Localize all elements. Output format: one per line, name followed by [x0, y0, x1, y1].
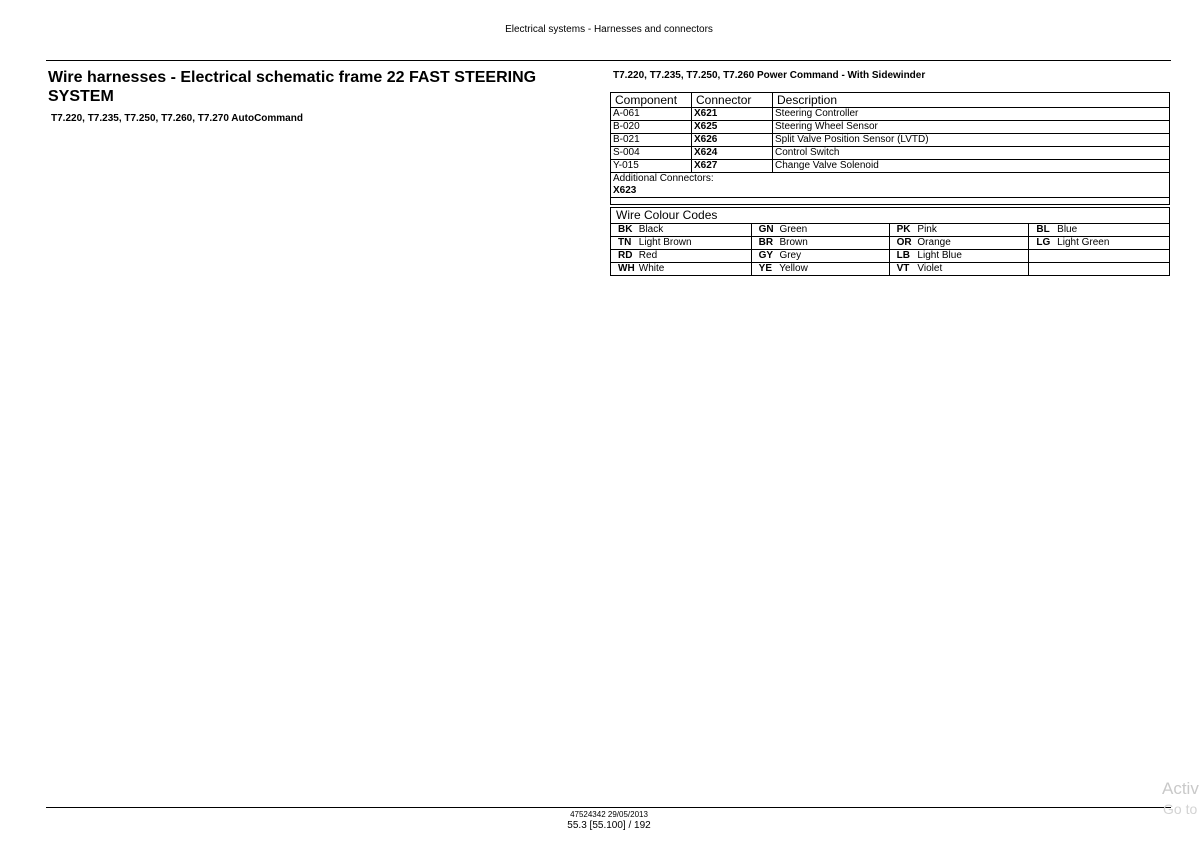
colour-code-cell: [751, 250, 889, 263]
table-row: [611, 121, 1170, 134]
colour-name: Yellow: [779, 263, 808, 274]
colour-code-cell: [1029, 263, 1170, 276]
colour-code-cell: [611, 263, 752, 276]
footer-document-reference: 47524342 29/05/2013: [570, 810, 648, 819]
colour-name: Green: [779, 224, 808, 235]
table-row: [611, 134, 1170, 147]
connector-column-header: Connector: [692, 93, 773, 108]
colour-code: WH: [618, 263, 635, 274]
component-cell: Y-015: [611, 160, 692, 173]
description-cell: Split Valve Position Sensor (LVTD): [773, 134, 1170, 147]
component-table: [610, 92, 1170, 205]
colour-code-cell: [889, 263, 1029, 276]
connector-cell: X624: [692, 147, 773, 160]
additional-connectors-label: Additional Connectors:: [613, 173, 714, 184]
description-cell: Steering Wheel Sensor: [773, 121, 1170, 134]
table-row: [611, 160, 1170, 173]
page-title: Wire harnesses - Electrical schematic frame 22 FAST STEERING SYSTEM: [48, 69, 537, 105]
colour-name: Red: [638, 250, 658, 261]
colour-code: YE: [758, 263, 772, 274]
right-model-subtitle: T7.220, T7.235, T7.250, T7.260 Power Command - With Sidewinder: [613, 70, 926, 81]
component-table-header: [611, 93, 1170, 108]
colour-name: Black: [638, 224, 664, 235]
component-cell: A-061: [611, 108, 692, 121]
colour-code: GY: [758, 250, 774, 261]
colour-code-row: [611, 237, 1170, 250]
colour-name: Light Green: [1057, 237, 1110, 248]
connector-cell: X625: [692, 121, 773, 134]
colour-code-row: [611, 263, 1170, 276]
additional-connectors-row: [611, 173, 1170, 198]
colour-code-cell: [889, 237, 1029, 250]
colour-code: GN: [758, 224, 774, 235]
footer-divider: [46, 807, 1171, 808]
colour-code: LG: [1036, 237, 1051, 248]
component-column-header: Component: [611, 93, 692, 108]
description-column-header: Description: [773, 93, 1170, 108]
colour-name: Grey: [779, 250, 802, 261]
colour-code: OR: [896, 237, 912, 248]
additional-connectors-value: X623: [613, 185, 637, 196]
colour-code-cell: [751, 263, 889, 276]
colour-name: Light Blue: [917, 250, 962, 261]
description-cell: Steering Controller: [773, 108, 1170, 121]
colour-code-cell: [751, 224, 889, 237]
spacer-row: [611, 198, 1170, 205]
colour-code-cell: [751, 237, 889, 250]
component-cell: S-004: [611, 147, 692, 160]
colour-code: PK: [896, 224, 911, 235]
colour-code-cell: [611, 250, 752, 263]
table-row: [611, 108, 1170, 121]
component-cell: B-021: [611, 134, 692, 147]
component-cell: B-020: [611, 121, 692, 134]
additional-connectors-cell: [611, 173, 1170, 198]
wire-colour-codes: [610, 207, 1170, 276]
colour-name: Blue: [1057, 224, 1078, 235]
running-header: Electrical systems - Harnesses and connectors: [505, 24, 713, 35]
colour-code: LB: [896, 250, 910, 261]
colour-code-cell: [611, 224, 752, 237]
left-model-subtitle: T7.220, T7.235, T7.250, T7.260, T7.270 AutoCommand: [51, 113, 303, 124]
connector-cell: X621: [692, 108, 773, 121]
table-row: [611, 147, 1170, 160]
colour-code-cell: [1029, 224, 1170, 237]
activation-watermark-line1: Activ: [1162, 779, 1199, 798]
description-cell: Control Switch: [773, 147, 1170, 160]
colour-code: RD: [618, 250, 633, 261]
colour-name: Light Brown: [638, 237, 692, 248]
colour-code-cell: [889, 250, 1029, 263]
colour-code-row: [611, 224, 1170, 237]
colour-code-cell: [611, 237, 752, 250]
connector-cell: X627: [692, 160, 773, 173]
colour-code: BR: [758, 237, 774, 248]
footer-page-number: 55.3 [55.100] / 192: [567, 820, 651, 831]
colour-code-cell: [1029, 250, 1170, 263]
colour-name: Violet: [917, 263, 943, 274]
colour-codes-table: [610, 223, 1170, 276]
colour-name: Orange: [917, 237, 951, 248]
colour-code: BL: [1036, 224, 1050, 235]
colour-code: TN: [618, 237, 632, 248]
colour-code: BK: [618, 224, 633, 235]
description-cell: Change Valve Solenoid: [773, 160, 1170, 173]
connector-cell: X626: [692, 134, 773, 147]
spacer-cell: [611, 198, 1170, 205]
colour-code-cell: [1029, 237, 1170, 250]
colour-code: VT: [896, 263, 910, 274]
colour-name: White: [638, 263, 665, 274]
colour-code-row: [611, 250, 1170, 263]
colour-name: Pink: [917, 224, 937, 235]
colour-name: Brown: [779, 237, 808, 248]
colour-codes-title: Wire Colour Codes: [610, 207, 1170, 223]
colour-code-cell: [889, 224, 1029, 237]
header-divider: [46, 60, 1171, 61]
activation-watermark-line2: Go to: [1163, 801, 1198, 817]
